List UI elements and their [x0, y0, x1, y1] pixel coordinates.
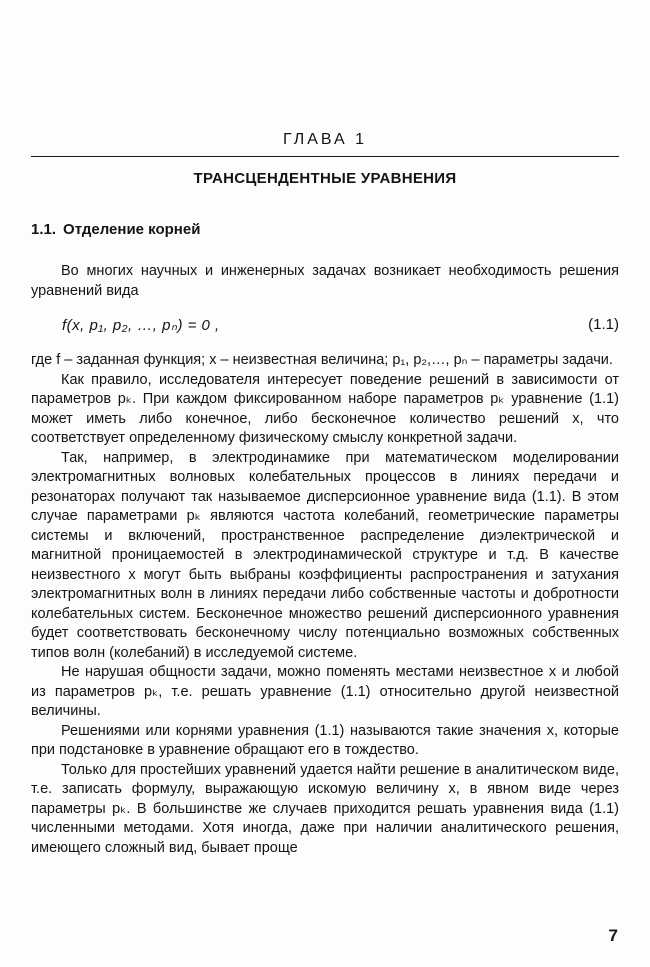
- paragraph: Во многих научных и инженерных задачах возникает необходимость решения уравнений вида: [31, 263, 619, 299]
- section-number: 1.1.: [31, 221, 57, 238]
- section-title: Отделение корней: [63, 221, 201, 238]
- formula-row: [31, 316, 619, 338]
- chapter-divider: [31, 156, 619, 157]
- section-heading: [31, 221, 200, 238]
- body-text: [31, 351, 619, 858]
- page-number: 7: [608, 926, 618, 945]
- paragraph: Не нарушая общности задачи, можно поменять местами неизвестное x и любой из параметров pₖ, т.е. решать уравнение (1.1) относительно другой неизвестной величины.: [31, 664, 619, 719]
- intro-text: [31, 262, 619, 301]
- equation: f(x, p₁, p₂, …, pₙ) = 0 ,: [62, 317, 220, 334]
- paragraph: Как правило, исследователя интересует поведение решений в зависимости от параметров pₖ. При каждом фиксированном наборе параметров pₖ уравнение (1.1) может иметь либо конечное, либо бесконечное количество решений x, что соответствует определенному физическому смыслу конкретной задачи.: [31, 371, 619, 446]
- paragraph: где f – заданная функция; x – неизвестная величина; p₁, p₂,…, pₙ – параметры задачи.: [31, 352, 613, 368]
- paragraph: Только для простейших уравнений удается найти решение в аналитическом виде, т.е. записать формулу, выражающую искомую величину x, в явном виде через параметры pₖ. В большинстве же случаев приходится решать уравнения вида (1.1) численными методами. Хотя иногда, даже при наличии аналитического решения, имеющего сложный вид, бывает проще: [31, 761, 619, 856]
- equation-number: (1.1): [588, 316, 619, 333]
- chapter-title: ТРАНСЦЕНДЕНТНЫЕ УРАВНЕНИЯ: [193, 170, 457, 187]
- paragraph: Так, например, в электродинамике при математическом моделировании электромагнитных волновых колебательных процессов в линиях передачи и резонаторах получают так называемое дисперсионное уравнение вида (1.1). В этом случае параметрами pₖ являются частота колебаний, геометрические параметры системы и включений, пространственное распределение диэлектрической и магнитной проницаемостей в электродинамической структуре и т.д. В качестве неизвестного x могут быть выбраны коэффициенты распространения и затухания электромагнитных волн в линиях передачи либо собственные частоты и добротности колебательных систем. Бесконечное множество решений дисперсионного уравнения будет соответствовать бесконечному числу потенциально возможных собственных типов волн (колебаний) в исследуемой системе.: [31, 449, 619, 661]
- chapter-label: ГЛАВА 1: [282, 131, 368, 148]
- paragraph: Решениями или корнями уравнения (1.1) называются такие значения x, которые при подстановке в уравнение обращают его в тождество.: [31, 722, 619, 758]
